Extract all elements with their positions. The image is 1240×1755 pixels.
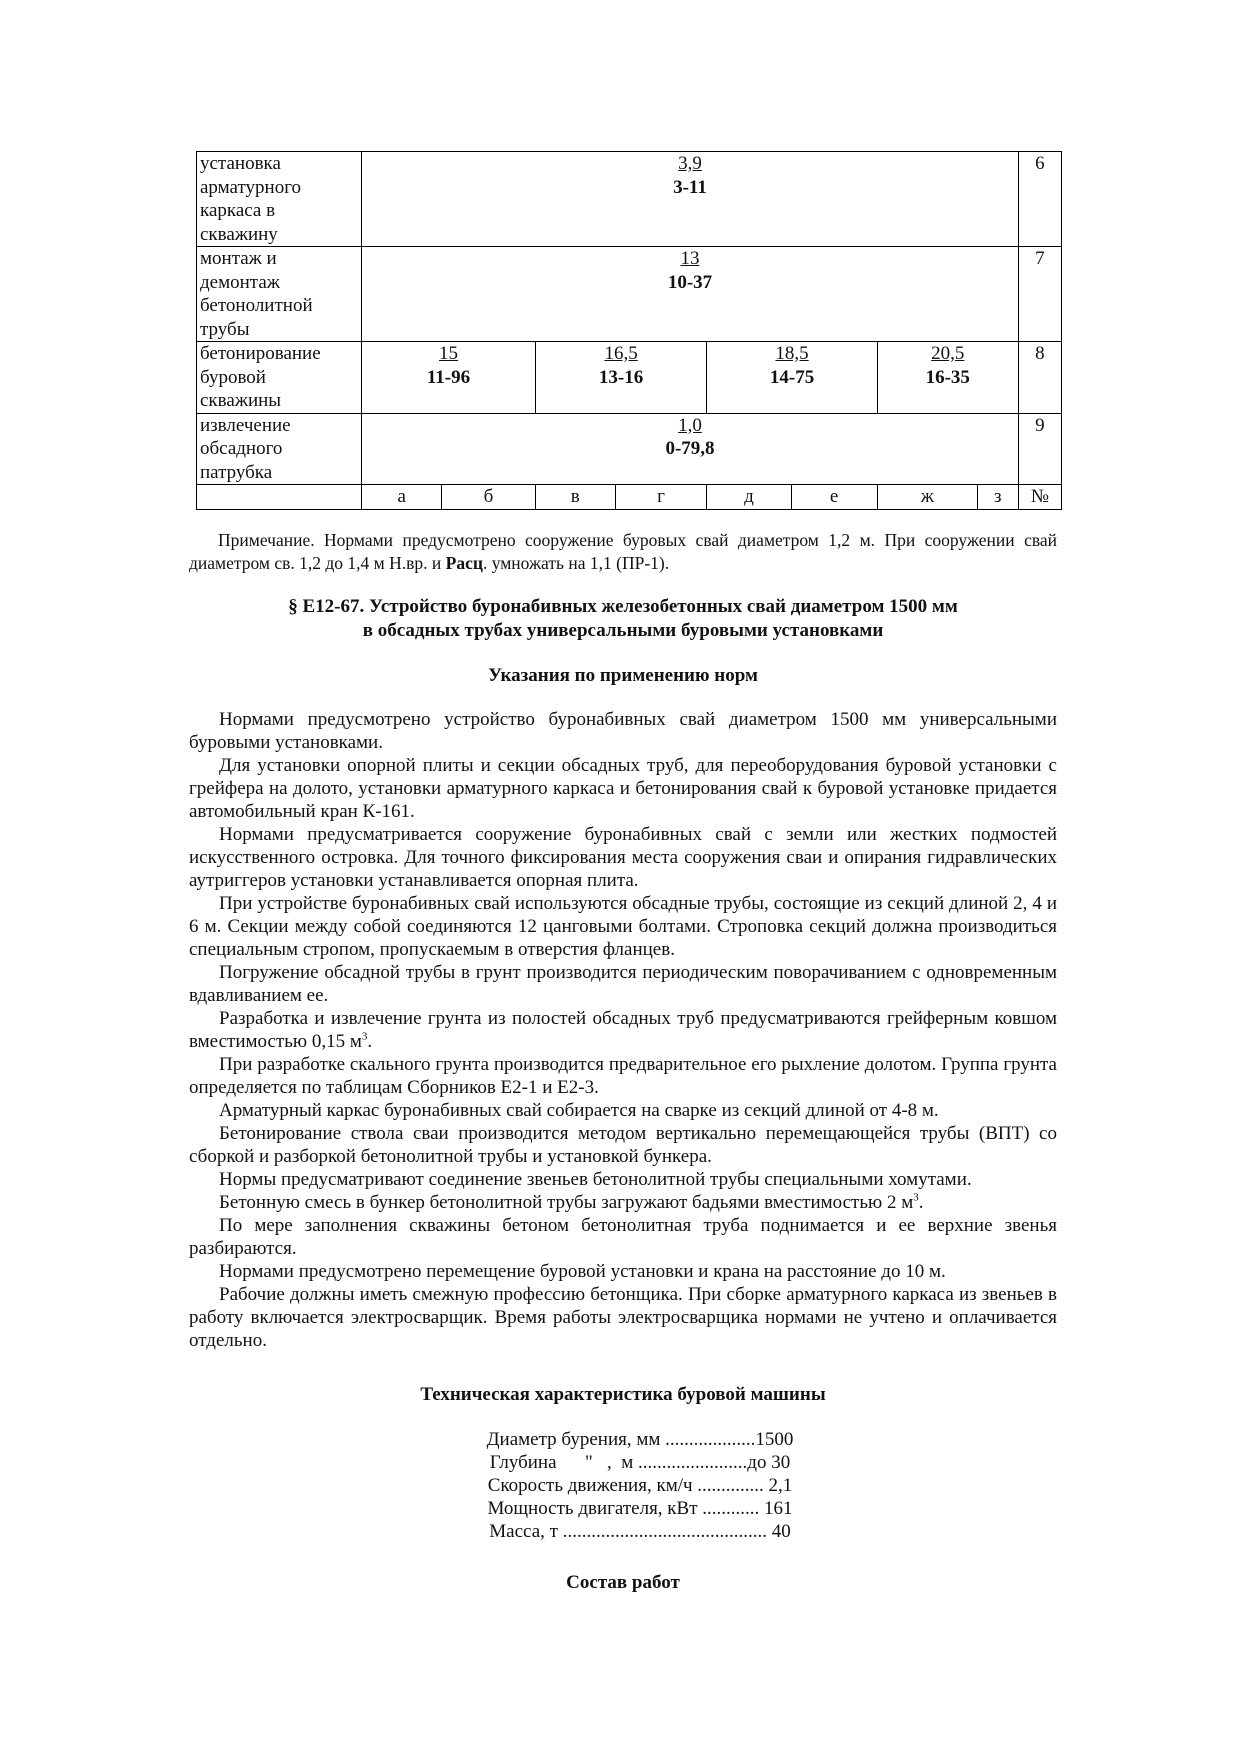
norm-value-cell bbox=[362, 342, 536, 414]
paragraph: По мере заполнения скважины бетоном бетонолитная труба поднимается и ее верхние звенья разбираются. bbox=[189, 1215, 1057, 1259]
work-name-line: установка bbox=[200, 153, 281, 174]
column-letter: е bbox=[791, 485, 877, 510]
composition-title: Состав работ bbox=[566, 1572, 680, 1593]
work-name-line: извлечение bbox=[200, 414, 291, 436]
work-name-line: скважину bbox=[200, 223, 278, 245]
work-name-cell bbox=[197, 152, 362, 247]
price-norm: 11-96 bbox=[426, 366, 471, 388]
section-title-line: § Е12-67. Устройство буронабивных железобетонных свай диаметром 1500 мм bbox=[288, 596, 958, 617]
norm-value-cell bbox=[535, 342, 707, 414]
price-norm: 3-11 bbox=[673, 176, 707, 198]
table-row bbox=[197, 413, 1062, 485]
work-name-cell bbox=[197, 342, 362, 414]
paragraph: Рабочие должны иметь смежную профессию бетонщика. При сборке арматурного каркаса из звеньев в работу включается электросварщик. Время работы электросварщика нормами не учтено и оплачивается отдельно. bbox=[189, 1284, 1057, 1351]
time-norm: 18,5 bbox=[775, 343, 809, 364]
note-text-end: . умножать на 1,1 (ПР-1). bbox=[482, 553, 670, 573]
spec-item: Масса, т ........................................... 40 bbox=[489, 1521, 791, 1542]
price-norm: 16-35 bbox=[925, 366, 970, 388]
section-title bbox=[189, 595, 1057, 643]
paragraph: При устройстве буронабивных свай используются обсадные трубы, состоящие из секций длиной 2, 4 и 6 м. Секции между собой соединяются 12 цанговыми болтами. Строповка секций должна производиться специальным стропом, пропускаемым в отверстия фланцев. bbox=[189, 893, 1057, 960]
work-name-line: бетонолитной bbox=[200, 295, 313, 316]
paragraph: Нормами предусмотрено устройство буронабивных свай диаметром 1500 мм универсальными буровыми установками. bbox=[189, 709, 1057, 753]
paragraph-end: . bbox=[367, 1031, 373, 1052]
section-title-line: в обсадных трубах универсальными буровыми установками bbox=[362, 620, 884, 641]
note-text: Примечание. Нормами предусмотрено сооружение буровых свай диаметром 1,2 м. При сооружении свай диаметром св. 1,2 до 1,4 м Н.вр. и bbox=[189, 530, 1057, 573]
norm-value-cell bbox=[362, 152, 1019, 247]
work-name-cell bbox=[197, 247, 362, 342]
work-name-line: патрубка bbox=[200, 461, 273, 483]
table-row bbox=[197, 342, 1062, 414]
work-name-cell bbox=[197, 413, 362, 485]
column-letter: а bbox=[362, 485, 442, 510]
row-number: 6 bbox=[1018, 152, 1061, 247]
column-letter: г bbox=[615, 485, 707, 510]
spec-item: Скорость движения, км/ч .............. 2,1 bbox=[487, 1475, 793, 1496]
price-norm: 14-75 bbox=[769, 366, 815, 388]
body-text bbox=[189, 708, 1057, 1352]
work-name-line: арматурного bbox=[200, 176, 302, 198]
spec-item: Глубина " , м .......................до 30 bbox=[489, 1452, 791, 1473]
time-norm: 20,5 bbox=[931, 343, 965, 364]
work-name-line: буровой bbox=[200, 366, 266, 388]
work-name-line: демонтаж bbox=[200, 271, 280, 293]
column-letter: з bbox=[977, 485, 1018, 510]
spec-item: Мощность двигателя, кВт ............ 161 bbox=[487, 1498, 793, 1519]
paragraph: Для установки опорной плиты и секции обсадных труб, для переоборудования буровой установки с грейфера на долото, установки арматурного каркаса и бетонирования свай к буровой установке придается автомобильный кран К-161. bbox=[189, 755, 1057, 822]
paragraph: Погружение обсадной трубы в грунт производится периодическим поворачиванием с одновременным вдавливанием ее. bbox=[189, 962, 1057, 1006]
superscript: 3 bbox=[361, 1030, 368, 1043]
table-note bbox=[189, 529, 1057, 575]
time-norm: 16,5 bbox=[604, 343, 638, 364]
time-norm: 1,0 bbox=[678, 414, 702, 436]
norm-value-cell bbox=[877, 342, 1018, 414]
paragraph: Арматурный каркас буронабивных свай собирается на сварке из секций длиной от 4-8 м. bbox=[219, 1100, 939, 1121]
row-number: 8 bbox=[1018, 342, 1061, 414]
column-letter: д bbox=[707, 485, 791, 510]
work-name-line: монтаж и bbox=[200, 248, 277, 269]
paragraph bbox=[189, 1007, 1057, 1053]
note-bold: Расц bbox=[445, 553, 483, 573]
time-norm: 13 bbox=[680, 248, 700, 269]
section-subtitle: Указания по применению норм bbox=[488, 665, 758, 686]
time-norm: 15 bbox=[439, 343, 458, 364]
paragraph: Нормами предусматривается сооружение буронабивных свай с земли или жестких подмостей искусственного островка. Для точного фиксирования места сооружения сваи и опирания гидравлических аутриггеров установки устанавливается опорная плита. bbox=[189, 824, 1057, 891]
column-letter: б bbox=[442, 485, 536, 510]
column-letter: в bbox=[535, 485, 615, 510]
work-name-line: трубы bbox=[200, 318, 250, 340]
paragraph: Нормами предусмотрено перемещение буровой установки и крана на расстояние до 10 м. bbox=[219, 1261, 946, 1282]
table-row bbox=[197, 152, 1062, 247]
price-norm: 10-37 bbox=[667, 271, 713, 293]
price-norm: 13-16 bbox=[598, 366, 644, 388]
tech-title: Техническая характеристика буровой машины bbox=[420, 1384, 826, 1405]
paragraph: Нормы предусматривают соединение звеньев бетонолитной трубы специальными хомутами. bbox=[219, 1169, 972, 1190]
paragraph-end: . bbox=[918, 1192, 924, 1213]
spec-item: Диаметр бурения, мм ...................1500 bbox=[486, 1429, 794, 1450]
tech-spec-list bbox=[460, 1428, 820, 1543]
empty-cell bbox=[197, 485, 362, 510]
row-number: 7 bbox=[1018, 247, 1061, 342]
norm-value-cell bbox=[707, 342, 877, 414]
paragraph: Бетонирование ствола сваи производится методом вертикально перемещающейся трубы (ВПТ) со сборкой и разборкой бетонолитной трубы и установкой бункера. bbox=[189, 1123, 1057, 1167]
work-name-line: каркаса в bbox=[200, 200, 276, 221]
superscript: 3 bbox=[913, 1191, 919, 1204]
time-norm: 3,9 bbox=[678, 153, 702, 174]
paragraph bbox=[189, 1191, 1057, 1214]
number-header: № bbox=[1018, 485, 1061, 510]
norm-value-cell bbox=[362, 247, 1019, 342]
paragraph-text: Бетонную смесь в бункер бетонолитной трубы загружают бадьями вместимостью 2 м bbox=[219, 1192, 914, 1213]
work-name-line: скважины bbox=[200, 390, 282, 411]
row-number: 9 bbox=[1018, 413, 1061, 485]
column-letters-row bbox=[197, 485, 1062, 510]
norms-table bbox=[196, 151, 1062, 510]
table-row bbox=[197, 247, 1062, 342]
norm-value-cell bbox=[362, 413, 1019, 485]
work-name-line: бетонирование bbox=[200, 343, 321, 364]
price-norm: 0-79,8 bbox=[665, 438, 715, 459]
paragraph: При разработке скального грунта производится предварительное его рыхление долотом. Группа грунта определяется по таблицам Сборников Е2-1 и Е2-3. bbox=[189, 1054, 1057, 1098]
paragraph-text: Разработка и извлечение грунта из полостей обсадных труб предусматриваются грейферным ковшом вместимостью 0,15 м bbox=[189, 1008, 1057, 1052]
column-letter: ж bbox=[877, 485, 977, 510]
work-name-line: обсадного bbox=[200, 438, 283, 459]
